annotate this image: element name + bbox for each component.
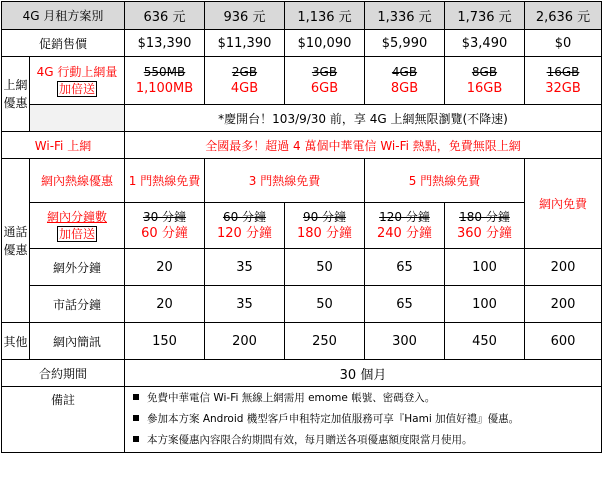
landline-value: 200 <box>525 286 602 323</box>
sms-value: 200 <box>205 323 285 360</box>
hotline-value: 3 門熱線免費 <box>205 159 365 203</box>
plan-header-title: 4G 月租方案別 <box>2 2 125 30</box>
offnet-value: 65 <box>365 249 445 286</box>
data-amount-cell: 4GB 8GB <box>365 57 445 105</box>
promo-price-value: $0 <box>525 30 602 57</box>
sms-value: 600 <box>525 323 602 360</box>
calls-section-label: 通話 優惠 <box>2 159 30 323</box>
data-perk-row <box>2 57 602 105</box>
promo-price-value: $13,390 <box>125 30 205 57</box>
onnet-minutes-label: 網內分鐘數 加倍送 <box>30 203 125 249</box>
landline-row <box>2 286 602 323</box>
plan-636: 636 元 <box>125 2 205 30</box>
other-section-label: 其他 <box>2 323 30 360</box>
bullet-square-icon <box>133 415 139 421</box>
wifi-label: Wi-Fi 上網 <box>2 132 125 159</box>
promo-price-value: $10,090 <box>285 30 365 57</box>
note-item: 免費中華電信 Wi-Fi 無線上網需用 emome 帳號、密碼登入。 <box>133 388 601 409</box>
data-amount-cell: 8GB 16GB <box>445 57 525 105</box>
landline-value: 50 <box>285 286 365 323</box>
sms-value: 250 <box>285 323 365 360</box>
hotline-value: 5 門熱線免費 <box>365 159 525 203</box>
data-amount-cell: 16GB 32GB <box>525 57 602 105</box>
note-item: 本方案優惠內容限合約期間有效，每月贈送各項優惠額度限當月使用。 <box>133 430 601 451</box>
minutes-cell: 90 分鐘 180 分鐘 <box>285 203 365 249</box>
bullet-square-icon <box>133 394 139 400</box>
offnet-value: 100 <box>445 249 525 286</box>
wifi-row <box>2 132 602 159</box>
data-note: *慶開台！103/9/30 前，享 4G 上網無限瀏覽(不降速) <box>125 105 602 132</box>
offnet-value: 20 <box>125 249 205 286</box>
landline-value: 20 <box>125 286 205 323</box>
offnet-value: 50 <box>285 249 365 286</box>
data-note-blank <box>30 105 125 132</box>
promo-price-label: 促銷售價 <box>2 30 125 57</box>
sms-value: 150 <box>125 323 205 360</box>
sms-value: 450 <box>445 323 525 360</box>
contract-label: 合約期間 <box>2 360 125 387</box>
offnet-value: 200 <box>525 249 602 286</box>
contract-row <box>2 360 602 387</box>
minutes-cell: 30 分鐘 60 分鐘 <box>125 203 205 249</box>
minutes-cell: 180 分鐘 360 分鐘 <box>445 203 525 249</box>
plan-comparison-table <box>1 1 602 453</box>
plan-1336: 1,336 元 <box>365 2 445 30</box>
offnet-value: 35 <box>205 249 285 286</box>
plan-936: 936 元 <box>205 2 285 30</box>
data-note-row <box>2 105 602 132</box>
offnet-label: 網外分鐘 <box>30 249 125 286</box>
onnet-free: 網內免費 <box>525 159 602 249</box>
data-amount-cell: 550MB 1,100MB <box>125 57 205 105</box>
notes-row <box>2 387 602 453</box>
plan-1136: 1,136 元 <box>285 2 365 30</box>
header-row <box>2 2 602 30</box>
data-amount-cell: 2GB 4GB <box>205 57 285 105</box>
sms-row <box>2 323 602 360</box>
hotline-row <box>2 159 602 203</box>
landline-value: 65 <box>365 286 445 323</box>
promo-price-value: $11,390 <box>205 30 285 57</box>
promo-price-value: $5,990 <box>365 30 445 57</box>
note-item: 參加本方案 Android 機型客戶申租特定加值服務可享『Hami 加值好禮』優惠。 <box>133 409 601 430</box>
notes-label: 備註 <box>2 387 125 453</box>
promo-price-value: $3,490 <box>445 30 525 57</box>
sms-label: 網內簡訊 <box>30 323 125 360</box>
wifi-value: 全國最多！超過 4 萬個中華電信 Wi-Fi 熱點，免費無限上網 <box>125 132 602 159</box>
sms-value: 300 <box>365 323 445 360</box>
offnet-row <box>2 249 602 286</box>
onnet-minutes-row <box>2 203 602 249</box>
data-perk-label: 4G 行動上網量 加倍送 <box>30 57 125 105</box>
minutes-cell: 60 分鐘 120 分鐘 <box>205 203 285 249</box>
notes-list <box>125 387 602 453</box>
data-amount-cell: 3GB 6GB <box>285 57 365 105</box>
plan-1736: 1,736 元 <box>445 2 525 30</box>
hotline-label: 網內熱線優惠 <box>30 159 125 203</box>
promo-price-row <box>2 30 602 57</box>
hotline-value: 1 門熱線免費 <box>125 159 205 203</box>
bullet-square-icon <box>133 436 139 442</box>
landline-label: 市話分鐘 <box>30 286 125 323</box>
landline-value: 100 <box>445 286 525 323</box>
plan-2636: 2,636 元 <box>525 2 602 30</box>
data-section-label: 上網 優惠 <box>2 57 30 132</box>
minutes-cell: 120 分鐘 240 分鐘 <box>365 203 445 249</box>
landline-value: 35 <box>205 286 285 323</box>
contract-value: 30 個月 <box>125 360 602 387</box>
